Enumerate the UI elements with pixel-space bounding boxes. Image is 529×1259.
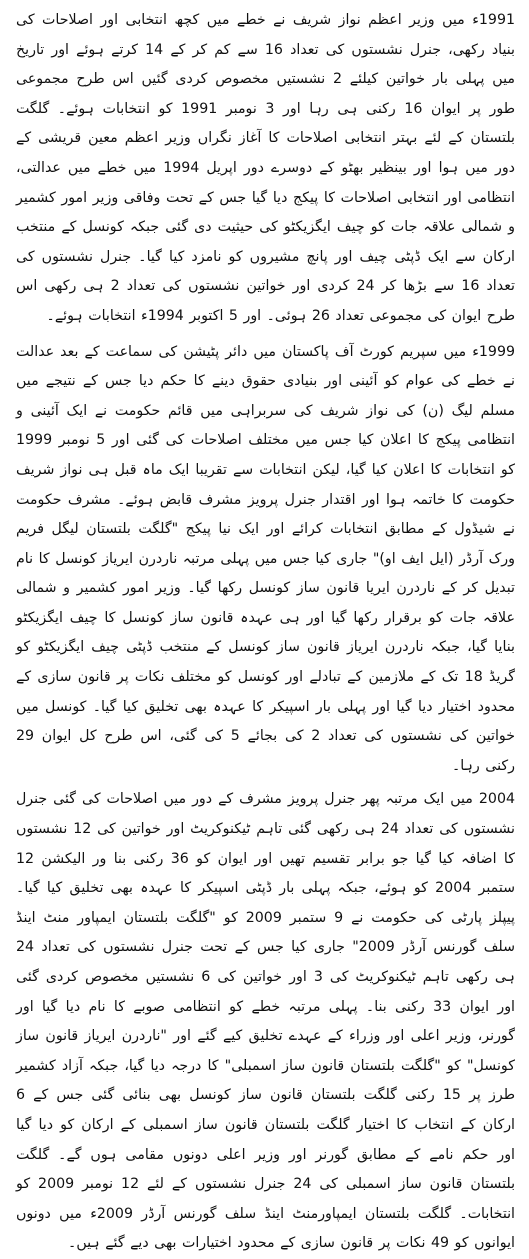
paragraph-1991-reforms: 1991ء میں وزیر اعظم نواز شریف نے خطے میں کچھ انتخابی اور اصلاحات کی بنیاد رکھی، جنرل نشستوں کی تعداد 16 سے کم کر کے 14 کرتے ہوئے اور تاریخ میں پہلی بار خواتین کیلئے 2 نشستیں مخصوص کردی گئیں اس طرح مجموعی طور پر ایوان 16 رکنی ہی رہا اور 3 نومبر 1991 کو انتخابات ہوئے۔ گلگت بلتستان کے لئے بہتر انتخابی اصلاحات کا آغاز نگراں وزیر اعظم معین قریشی کے دور میں ہوا اور بینظیر بھٹو کے دوسرے دور اپریل 1994 میں خطے میں عدالتی، انتظامی اور انتخابی اصلاحات کا پیکج دیا گیا جس کے تحت وفاقی وزیر امور کشمیر و شمالی علاقہ جات کو چیف ایگزیکٹو کی حیثیت دی گئی جبکہ کونسل کے منتخب ارکان سے ایک ڈپٹی چیف اور پانچ مشیروں کو نامزد کیا گیا۔ جنرل نشستوں کی تعداد 16 سے بڑھا کر 24 کردی اور خواتین نشستوں کی تعداد 2 ہی رکھی اس طرح ایوان کی مجموعی تعداد 26 ہوئی۔ اور 5 اکتوبر 1994ء انتخابات ہوئے۔ [16, 12, 515, 324]
paragraph-2004-2009-reforms: 2004 میں ایک مرتبہ پھر جنرل پرویز مشرف کے دور میں اصلاحات کی گئی جنرل نشستوں کی تعداد 24 ہی رکھی گئی تاہم ٹیکنوکریٹ اور خواتین کی 12 نشستوں کا اضافہ کیا گیا جو برابر تقسیم تھیں اور ایوان کو 36 رکنی بنا ور الیکشن 12 ستمبر 2004 کو ہوئے، جبکہ پہلی بار ڈپٹی اسپیکر کا عہدہ بھی تخلیق کیا گیا۔ پیپلز پارٹی کی حکومت نے 9 ستمبر 2009 کو "گلگت بلتستان ایمپاور منٹ اینڈ سلف گورنس آرڈر 2009" جاری کیا جس کے تحت جنرل نشستوں کی تعداد 24 ہی رکھی تاہم ٹیکنوکریٹ کی 3 اور خواتین کی 6 نشستیں مخصوص کردی گئی اور ایوان 33 رکنی بنا۔ پہلی مرتبہ خطے کو انتظامی صوبے کا نام دیا گیا اور گورنر، وزیر اعلی اور وزراء کے عہدے تخلیق کیے گئے اور "ناردرن ایریاز قانون ساز کونسل" کو "گلگت بلتستان قانون ساز اسمبلی" کا درجہ دیا گیا، جبکہ آزاد کشمیر طرز پر 15 رکنی گلگت بلتستان قانون ساز کونسل بھی بنائی گئی جس کے 6 ارکان کے انتخاب کا اختیار گلگت بلتستان قانون ساز اسمبلی کے ارکان کو دیا گیا اور حکم نامے کے مطابق گورنر اور وزیر اعلی دونوں مقامی ہوں گے۔ گلگت بلتستان قانون ساز اسمبلی کی 24 جنرل نشستوں کے لئے 12 نومبر 2009 کو انتخابات۔ گلگت بلتستان ایمپاورمنٹ اینڈ سلف گورنس آرڈر 2009ء میں دونوں ایوانوں کو 49 نکات پر قانون سازی کے محدود اختیارات بھی دیے گئے ہیں۔ [16, 791, 516, 1252]
paragraph-1999-reforms: 1999ء میں سپریم کورٹ آف پاکستان میں دائر پٹیشن کی سماعت کے بعد عدالت نے خطے کی عوام کو آئینی اور بنیادی حقوق دینے کا حکم دیا جس کے نتیجے میں مسلم لیگ (ن) کی نواز شریف کی سربراہی میں قائم حکومت نے ایک آئینی و انتظامی پیکج کا اعلان کیا جس میں مختلف اصلاحات کی گئی اور 5 نومبر 1999 کو انتخابات کا اعلان کیا گیا، لیکن انتخابات سے تقریبا ایک ماہ قبل ہی نواز شریف حکومت کا خاتمہ ہوا اور اقتدار جنرل پرویز مشرف قابض ہوئے۔ مشرف حکومت نے شیڈول کے مطابق انتخابات کرائے اور ایک نیا پیکج "گلگت بلتستان لیگل فریم ورک آرڈر (ایل ایف او)" جاری کیا جس میں پہلی مرتبہ ناردرن ایریاز کونسل کا نام تبدیل کر کے ناردرن ایریا قانون ساز کونسل رکھا گیا۔ وزیر امور کشمیر و شمالی علاقہ جات کو برقرار رکھا گیا اور ہی عہدہ قانون ساز کونسل کا چیف ایگزیکٹو بنایا گیا، جبکہ ناردرن ایریاز قانون ساز کونسل کے منتخب ڈپٹی چیف ایگزیکٹو کو گریڈ 18 تک کے ملازمین کے تبادلے اور کونسل کو مختلف نکات پر قانون سازی کے محدود اختیار دیا گیا اور پہلی بار اسپیکر کا عہدہ بھی تخلیق کیا گیا۔ کونسل میں خواتین کی نشستوں کی تعداد 2 کی بجائے 5 کی گئی، اس طرح کل ایوان 29 رکنی رہا۔ [16, 343, 515, 774]
